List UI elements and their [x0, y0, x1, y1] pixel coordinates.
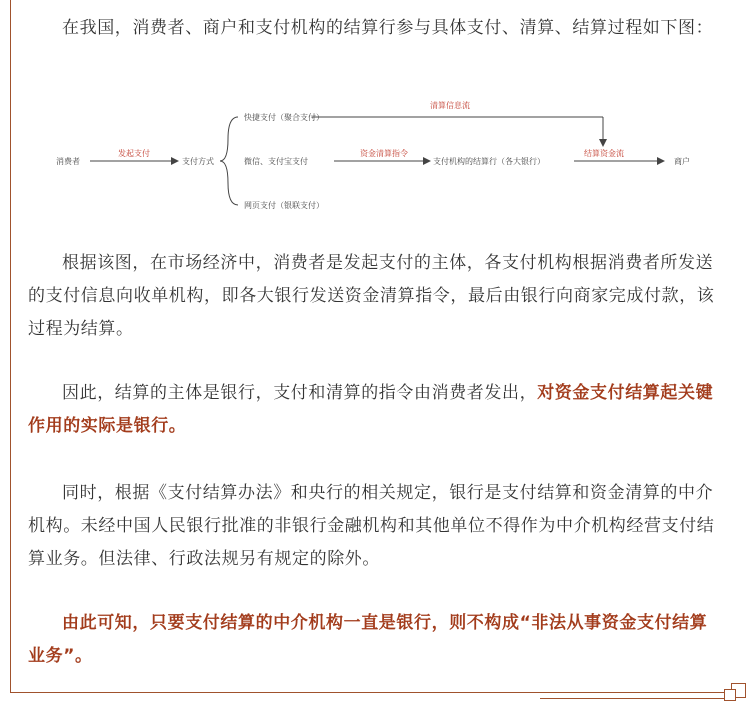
- frame-left-border: [10, 0, 11, 692]
- paragraph-final-emphasis: 由此可知，只要支付结算的中介机构一直是银行，则不构成“非法从事资金支付结算业务”。: [28, 613, 708, 666]
- diagram-clearing-instruction: 资金清算指令: [360, 149, 408, 158]
- paragraph-conclusion-emphasis: 对资金支付结算起关键作用的实际是银行。: [28, 383, 714, 436]
- frame-bottom-accent-line: [540, 698, 735, 699]
- frame-bottom-border: [10, 692, 737, 693]
- diagram-settlement-bank: 支付机构的结算行（各大银行）: [433, 157, 545, 166]
- payment-flow-diagram: [50, 92, 720, 222]
- paragraph-regulation: 同时，根据《支付结算办法》和央行的相关规定，银行是支付结算和资金清算的中介机构。未经中国人民银行批准的非银行金融机构和其他单位不得作为中介机构经营支付结算业务。但法律、行政法规另有规定的除外。: [28, 483, 715, 569]
- diagram-consumer: 消费者: [56, 157, 80, 166]
- diagram-web-pay: 网页支付（银联支付）: [244, 201, 324, 210]
- paragraph-analysis: 根据该图，在市场经济中，消费者是发起支付的主体，各支付机构根据消费者所发送的支付信息向收单机构，即各大银行发送资金清算指令，最后由银行向商家完成付款，该过程为结算。: [28, 253, 715, 339]
- diagram-clearing-info: 清算信息流: [430, 101, 470, 110]
- diagram-merchant: 商户: [674, 157, 690, 166]
- paragraph-conclusion-bank: [28, 377, 722, 443]
- paragraph-conclusion-text: 因此，结算的主体是银行，支付和清算的指令由消费者发出，: [62, 383, 538, 403]
- paragraph-intro: 在我国，消费者、商户和支付机构的结算行参与具体支付、清算、结算过程如下图：: [62, 18, 714, 38]
- diagram-quick-pay: 快捷支付（聚合支付）: [244, 113, 324, 122]
- diagram-settlement-flow: 结算资金流: [584, 149, 624, 158]
- diagram-wechat-alipay: 微信、支付宝支付: [244, 157, 308, 166]
- diagram-initiate-payment: 发起支付: [118, 149, 150, 158]
- diagram-payment-method: 支付方式: [182, 157, 214, 166]
- diagram-brace: [220, 117, 238, 205]
- frame-corner-ornament-inner: [724, 689, 736, 701]
